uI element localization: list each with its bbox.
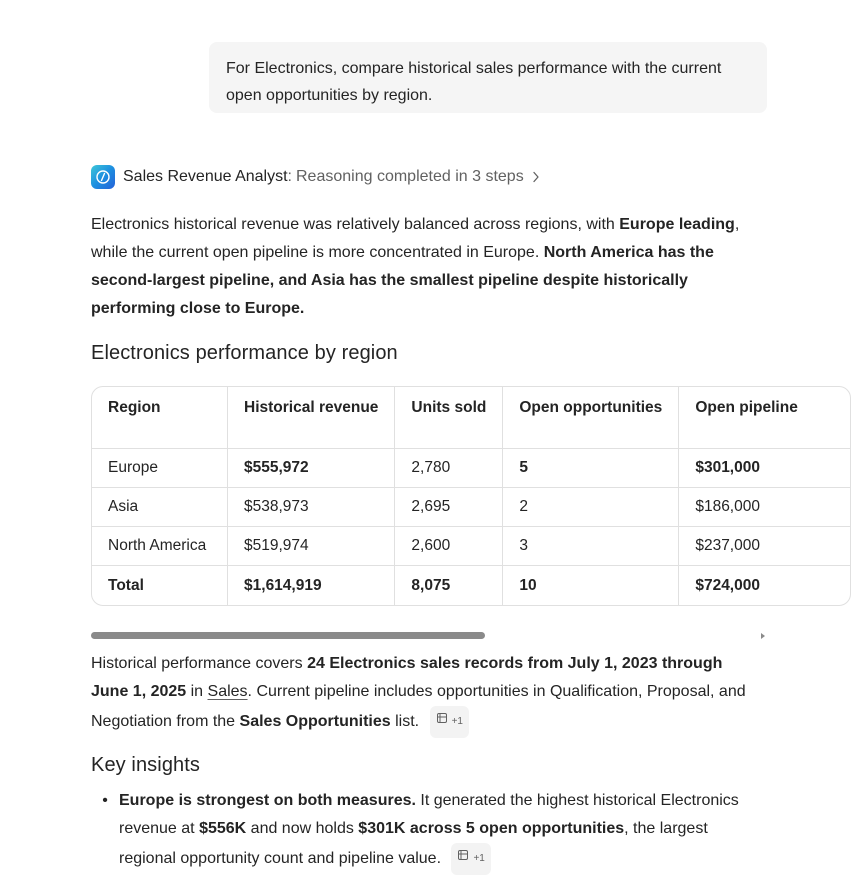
table-total-row <box>92 566 850 605</box>
coverage-text-2: in <box>186 683 208 700</box>
coverage-bold-2: Sales Opportunities <box>239 713 391 730</box>
user-message-bubble <box>209 42 767 113</box>
table-row <box>92 488 850 527</box>
cell-total-label: Total <box>92 566 228 605</box>
sales-source-link[interactable]: Sales <box>207 683 248 700</box>
column-header-open-pipeline: Open pipeline <box>679 387 850 449</box>
summary-text-2: , while the current open pipeline is more concentrated in Europe. <box>91 216 740 261</box>
coverage-text-4: list. <box>390 713 420 730</box>
insights-list <box>91 787 767 875</box>
list-item <box>91 787 767 875</box>
agent-logo-icon <box>91 165 115 189</box>
cell-opportunities: 2 <box>503 488 679 527</box>
key-insights-title: Key insights <box>91 754 201 776</box>
summary-bold-1: Europe leading <box>619 216 735 233</box>
cell-revenue: $538,973 <box>228 488 395 527</box>
summary-text-1: Electronics historical revenue was relatively balanced across regions, with <box>91 216 620 233</box>
insight-bold-1: Europe is strongest on both measures. <box>119 792 416 809</box>
cell-region: Asia <box>92 488 228 527</box>
region-performance-table <box>91 386 851 606</box>
column-header-region: Region <box>92 387 228 449</box>
chevron-right-icon[interactable] <box>532 171 540 183</box>
user-message-text: For Electronics, compare historical sales performance with the current open opportunities by region. <box>226 60 722 104</box>
table-row <box>92 449 850 488</box>
scrollbar-thumb[interactable] <box>91 632 485 639</box>
coverage-text-3: . Current pipeline includes opportunities in Qualification, Proposal, and Negotiation from the <box>91 683 746 730</box>
scroll-right-arrow-icon[interactable] <box>761 633 765 639</box>
bullet-icon: • <box>102 792 108 809</box>
cell-units: 2,695 <box>395 488 503 527</box>
agent-name: Sales Revenue Analyst <box>123 167 288 185</box>
citation-icon <box>436 708 448 736</box>
column-header-historical-revenue: Historical revenue <box>228 387 395 449</box>
insight-text-3: , the largest regional opportunity count and pipeline value. <box>119 820 708 867</box>
insight-text <box>119 787 767 875</box>
cell-revenue: $519,974 <box>228 527 395 566</box>
coverage-bold-1: 24 Electronics sales records from July 1, 2023 through June 1, 2025 <box>91 655 723 700</box>
citation-chip[interactable] <box>430 706 469 738</box>
cell-units: 2,780 <box>395 449 503 488</box>
cell-total-units: 8,075 <box>395 566 503 605</box>
citation-count: +1 <box>451 716 463 727</box>
insight-bold-2: $556K <box>199 820 247 837</box>
insight-bold-3: $301K across 5 open opportunities <box>358 820 625 837</box>
cell-total-pipeline: $724,000 <box>695 576 760 594</box>
cell-pipeline: $301,000 <box>679 449 850 488</box>
cell-pipeline: $237,000 <box>679 527 850 566</box>
summary-bold-2: North America has the second-largest pipeline, and Asia has the smallest pipeline despite historically performing close to Europe. <box>91 244 714 317</box>
cell-opportunities: 5 <box>503 449 679 488</box>
cell-total-revenue: $1,614,919 <box>228 566 395 605</box>
cell-units: 2,600 <box>395 527 503 566</box>
table-horizontal-scrollbar[interactable] <box>91 632 767 639</box>
table-header-row <box>92 387 850 449</box>
insight-text-1: It generated the highest historical Electronics revenue at <box>119 792 739 837</box>
region-table-container[interactable] <box>91 386 798 607</box>
reasoning-status-link[interactable]: Reasoning completed in 3 steps <box>296 167 524 185</box>
cell-region: Europe <box>92 449 228 488</box>
cell-opportunities: 3 <box>503 527 679 566</box>
table-row <box>92 527 850 566</box>
coverage-text-1: Historical performance covers <box>91 655 308 672</box>
section-title: Electronics performance by region <box>91 342 398 364</box>
cell-revenue: $555,972 <box>228 449 395 488</box>
cell-pipeline: $186,000 <box>679 488 850 527</box>
agent-separator: : <box>287 167 292 185</box>
citation-chip[interactable] <box>451 843 490 875</box>
column-header-open-opportunities: Open opportunities <box>503 387 679 449</box>
agent-header <box>91 164 540 189</box>
insight-text-2: and now holds <box>246 820 359 837</box>
column-header-units-sold: Units sold <box>395 387 503 449</box>
coverage-paragraph <box>91 650 761 738</box>
cell-total-opportunities: 10 <box>503 566 679 605</box>
cell-region: North America <box>92 527 228 566</box>
citation-count: +1 <box>473 853 485 864</box>
summary-paragraph <box>91 211 761 323</box>
citation-icon <box>457 845 469 873</box>
